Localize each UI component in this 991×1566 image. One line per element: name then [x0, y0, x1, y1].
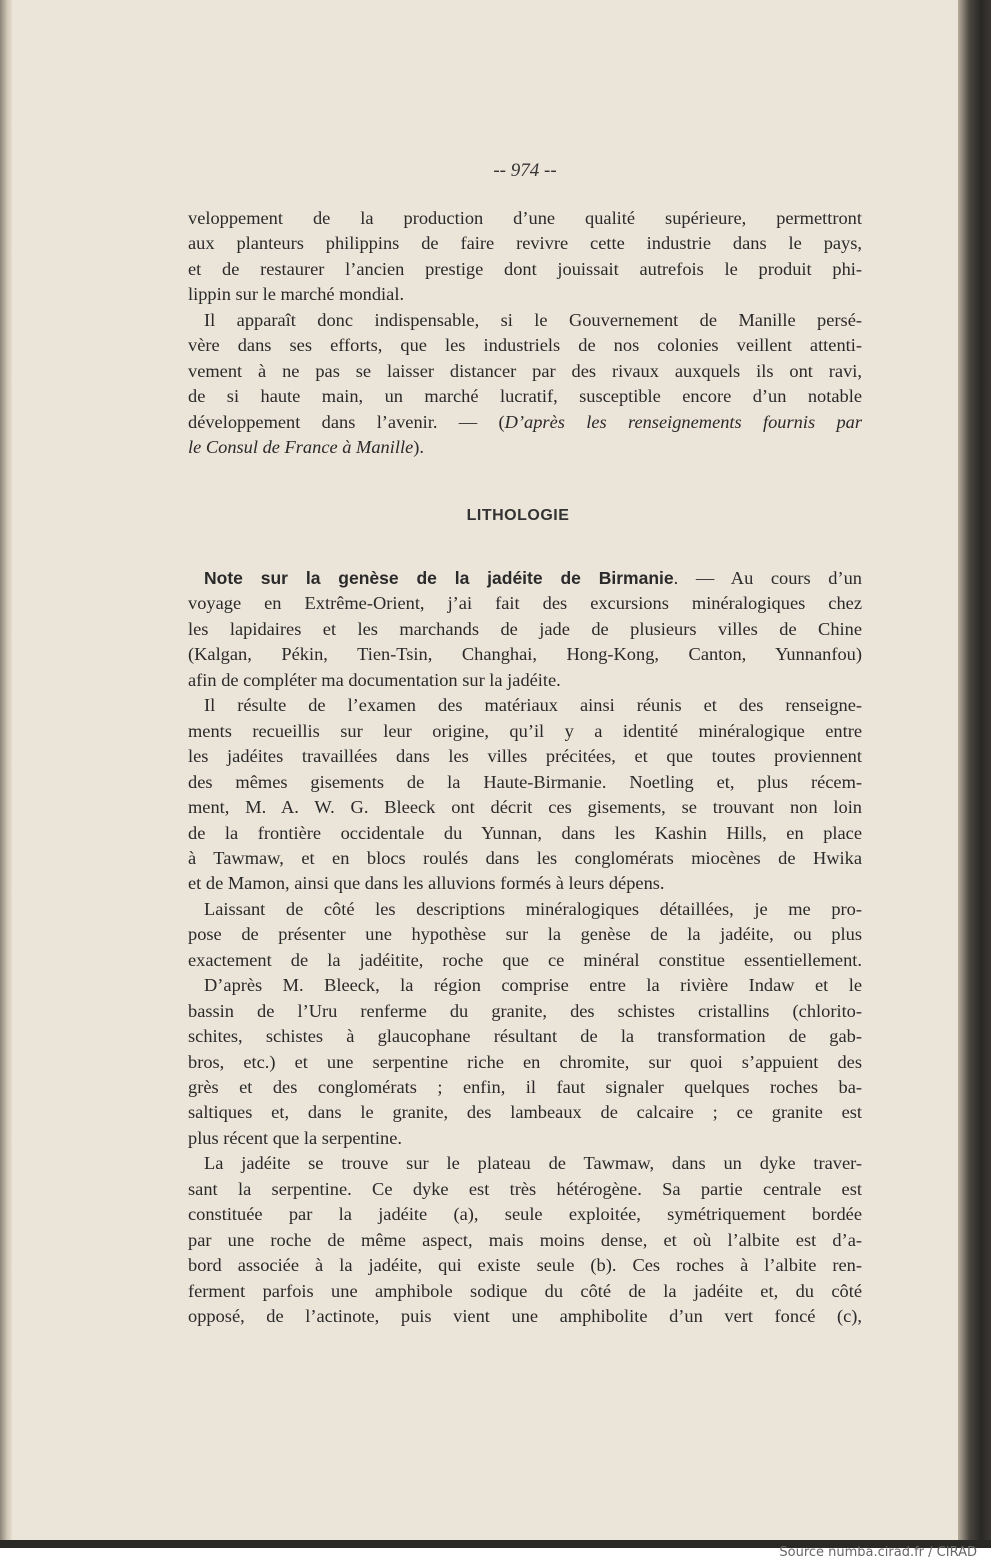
text-segment: et de Mamon, ainsi que dans les alluvions formés à leurs dépens.: [188, 873, 665, 894]
text-segment: ment, M. A. W. G. Bleeck ont décrit ces gisements, se trouvant non loin: [188, 797, 862, 818]
source-credit: Source numba.cirad.fr / CIRAD: [779, 1545, 977, 1560]
text-line: [188, 334, 862, 356]
text-line: [188, 1127, 862, 1149]
text-line: [188, 232, 862, 254]
page-number: -- 974 --: [493, 160, 557, 181]
text-segment: afin de compléter ma documentation sur la jadéite.: [188, 669, 561, 690]
book-binding: [958, 0, 991, 1545]
text-line: [188, 1229, 862, 1251]
text-line: [188, 1000, 862, 1022]
text-line: [188, 643, 862, 665]
text-line: [188, 385, 862, 407]
text-segment: constituée par la jadéite (a), seule exploitée, symétriquement bordée: [188, 1204, 862, 1225]
text-line: [188, 618, 862, 640]
text-line: [188, 745, 862, 767]
text-segment: de si haute main, un marché lucratif, susceptible encore d’un notable: [188, 386, 862, 407]
text-segment: et de restaurer l’ancien prestige dont jouissait autrefois le produit phi-: [188, 258, 862, 279]
text-segment: (Kalgan, Pékin, Tien-Tsin, Changhai, Hong-Kong, Canton, Yunnanfou): [188, 644, 862, 665]
text-segment: schites, schistes à glaucophane résultant de la transformation de gab-: [188, 1026, 862, 1047]
text-segment: par une roche de même aspect, mais moins dense, et où l’albite est d’a-: [188, 1229, 862, 1250]
text-line: [204, 1152, 862, 1174]
italic-text: le Consul de France à Manille: [188, 437, 414, 458]
text-segment: Laissant de côté les descriptions minéralogiques détaillées, je me pro-: [204, 898, 862, 919]
text-segment: grès et des conglomérats ; enfin, il faut signaler quelques roches ba-: [188, 1077, 862, 1097]
text-segment: Il apparaît donc indispensable, si le Gouvernement de Manille persé-: [204, 309, 862, 330]
text-line: [188, 258, 862, 280]
text-segment: des mêmes gisements de la Haute-Birmanie. Noetling et, plus récem-: [188, 771, 862, 792]
text-segment: ments recueillis sur leur origine, qu’il y a identité minéralogique entre: [188, 720, 862, 741]
text-line: [188, 411, 862, 433]
text-segment: Il résulte de l’examen des matériaux ainsi réunis et des renseigne-: [204, 695, 862, 716]
text-line: [204, 898, 862, 920]
section-heading: LITHOLOGIE: [466, 507, 570, 524]
text-segment: opposé, de l’actinote, puis vient une amphibolite d’un vert foncé (c),: [188, 1306, 862, 1327]
text-line: [188, 720, 862, 742]
text-line: [188, 360, 862, 382]
text-segment: plus récent que la serpentine.: [188, 1127, 402, 1148]
text-segment: à Tawmaw, et en blocs roulés dans les conglomérats miocènes de Hwika: [188, 847, 862, 868]
text-line: [188, 1280, 862, 1302]
text-segment: saltiques et, dans le granite, des lambeaux de calcaire ; ce granite est: [188, 1102, 862, 1123]
text-line: [204, 309, 862, 331]
text-segment: bros, etc.) et une serpentine riche en chromite, sur quoi s’appuient des: [188, 1051, 862, 1072]
text-line: [188, 1076, 862, 1098]
text-line: [204, 694, 862, 716]
text-segment: développement dans l’avenir. — (: [188, 411, 505, 432]
text-segment: vère dans ses efforts, que les industriels de nos colonies veillent attenti-: [188, 335, 862, 356]
text-segment: ).: [413, 437, 424, 458]
text-line: [188, 1305, 862, 1327]
text-segment: voyage en Extrême-Orient, j’ai fait des excursions minéralogiques chez: [188, 593, 862, 614]
text-line: [188, 1203, 862, 1225]
article-title: Note sur la genèse de la jadéite de Birmanie: [204, 568, 674, 588]
text-line: [188, 923, 862, 945]
text-line: [188, 847, 862, 869]
text-line: [188, 771, 862, 793]
text-line: [188, 283, 862, 305]
text-line: [204, 567, 862, 589]
text-line: [188, 1025, 862, 1047]
text-line: [188, 1254, 862, 1276]
page-edge: [0, 0, 12, 1545]
text-segment: bassin de l’Uru renferme du granite, des schistes cristallins (chlorito-: [188, 1000, 862, 1021]
text-segment: vement à ne pas se laisser distancer par des rivaux auxquels ils ont ravi,: [188, 360, 862, 381]
text-line: [188, 872, 862, 894]
text-segment: les jadéites travaillées dans les villes précitées, et que toutes proviennent: [188, 746, 862, 767]
text-line: [188, 1178, 862, 1200]
text-segment: veloppement de la production d’une qualité supérieure, permettront: [188, 208, 862, 228]
text-segment: aux planteurs philippins de faire revivre cette industrie dans le pays,: [188, 233, 862, 254]
text-segment: de la frontière occidentale du Yunnan, dans les Kashin Hills, en place: [188, 822, 862, 843]
text-segment: pose de présenter une hypothèse sur la genèse de la jadéite, ou plus: [188, 924, 862, 945]
text-segment: sant la serpentine. Ce dyke est très hétérogène. Sa partie centrale est: [188, 1178, 862, 1199]
text-line: [188, 949, 862, 971]
text-line: [188, 592, 862, 614]
text-segment: lippin sur le marché mondial.: [188, 284, 405, 305]
text-line: [204, 974, 862, 996]
italic-text: D’après les renseignements fournis par: [504, 411, 862, 432]
text-line: [188, 1101, 862, 1123]
text-line: [188, 669, 862, 691]
text-line: [188, 822, 862, 844]
text-segment: D’après M. Bleeck, la région comprise entre la rivière Indaw et le: [204, 975, 862, 996]
text-line: [188, 1051, 862, 1073]
text-segment: bord associée à la jadéite, qui existe seule (b). Ces roches à l’albite ren-: [188, 1255, 862, 1276]
text-segment: exactement de la jadéitite, roche que ce minéral constitue essentiellement.: [188, 949, 862, 970]
text-line: [188, 796, 862, 818]
text-segment: . — Au cours d’un: [673, 568, 862, 588]
text-line: [188, 207, 862, 229]
text-segment: ferment parfois une amphibole sodique du côté de la jadéite et, du côté: [188, 1280, 862, 1301]
text-segment: La jadéite se trouve sur le plateau de Tawmaw, dans un dyke traver-: [204, 1153, 862, 1174]
text-segment: les lapidaires et les marchands de jade de plusieurs villes de Chine: [188, 618, 862, 639]
text-line: [188, 436, 862, 458]
